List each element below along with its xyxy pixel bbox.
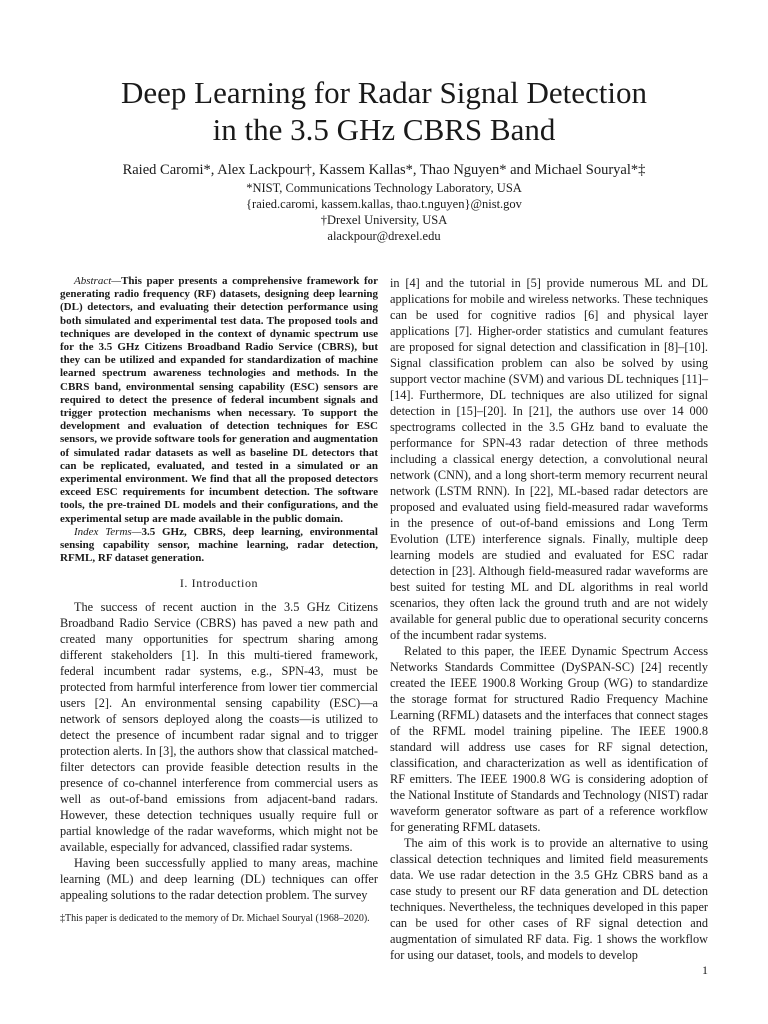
affiliation-nist: *NIST, Communications Technology Laboratory, USA — [246, 181, 522, 195]
title-line-2: in the 3.5 GHz CBRS Band — [212, 112, 556, 147]
right-paragraph-2: Related to this paper, the IEEE Dynamic Spectrum Access Networks Standards Committee (DySPAN-SC) [24] recently created the IEEE 1900.8 Working Group (WG) to standardize the storage format for structured Radio Frequency Machine Learning (RFML) datasets and the interfaces that connect stages of the RFML model training pipeline. The IEEE 1900.8 standard will address use cases for RF signal detection, classification, and characterization as well as identification of RF emitters. The IEEE 1900.8 WG is considering adoption of the National Institute of Standards and Technology (NIST) radar waveform generator software as part of a reference workflow for generating RFML datasets. — [390, 644, 708, 834]
affiliation-drexel: †Drexel University, USA — [320, 213, 448, 227]
author-list: Raied Caromi*, Alex Lackpour†, Kassem Kallas*, Thao Nguyen* and Michael Souryal*‡ — [122, 162, 646, 178]
intro-paragraph-2: Having been successfully applied to many areas, machine learning (ML) and deep learning (DL) techniques can offer appealing solutions to the radar detection problem. The survey — [60, 856, 378, 903]
abstract-lead: Abstract— — [74, 275, 122, 287]
section-heading-introduction: I. Introduction — [179, 576, 259, 591]
right-column — [390, 275, 708, 963]
affiliation-drexel-email: alackpour@drexel.edu — [327, 229, 441, 243]
title-line-1: Deep Learning for Radar Signal Detection — [121, 75, 647, 110]
index-terms — [60, 526, 378, 566]
index-terms-text: 3.5 GHz, CBRS, deep learning, environmental sensing capability sensor, machine learning, radar detection, RFML, RF dataset generation. — [60, 525, 378, 565]
abstract-text: This paper presents a comprehensive framework for generating radio frequency (RF) datasets, designing deep learning (DL) detectors, and evaluating their detection performance using both simulated and experimental test data. The proposed tools and techniques are developed in the context of dynamic spectrum use for the 3.5 GHz Citizens Broadband Radio Service (CBRS), but they can be utilized and expanded for standardization of machine learned spectrum awareness technologies and methods. In the CBRS band, environmental sensing capability (ESC) sensors are required to detect the presence of federal incumbent signals and trigger protection mechanisms when necessary. To support the development and evaluation of detection techniques for ESC sensors, we provide software tools for generation and augmentation of simulated radar datasets as well as baseline DL detectors that can be replicated, evaluated, and tested in a simulated or an experimental environment. We find that all the proposed detectors exceed ESC requirements for incumbent detection. The software tools, the pre-trained DL models and their configurations, and the experimental setup are made available in the public domain. — [60, 275, 378, 525]
index-terms-lead: Index Terms— — [74, 525, 142, 538]
right-paragraph-3: The aim of this work is to provide an alternative to using classical detection techniques and limited field measurements data. We use radar detection in the 3.5 GHz CBRS band as a case study to present our RF data generation and DL detection techniques. Nevertheless, the techniques developed in this paper can be used for other cases of RF signal detection and augmentation of simulated RF data. Fig. 1 shows the workflow for using our dataset, tools, and models to develop — [390, 836, 708, 962]
intro-paragraph-1: The success of recent auction in the 3.5 GHz Citizens Broadband Radio Service (CBRS) has paved a new path and created many opportunities for spectrum sharing among different stakeholders [1]. In this multi-tiered framework, federal incumbent radar systems, e.g., SPN-43, must be protected from harmful interference from lower tier commercial users [2]. An environmental sensing capability (ESC)—a network of sensors deployed along the coasts—is utilized to detect the presence of incumbent radar signal and to trigger protection alerts. In [3], the authors show that classical matched-filter detectors can provide feasible detection results in the presence of co-channel interference from commercial users as well as out-of-band emissions from adjacent-band radars. However, these detection techniques usually require full or partial knowledge of the radar waveforms, which might not be available, especially for advanced, classified radar systems. — [60, 600, 378, 855]
footnote: ‡This paper is dedicated to the memory of Dr. Michael Souryal (1968–2020). — [60, 913, 370, 924]
page-number: 1 — [702, 963, 708, 977]
paper-title — [0, 74, 768, 148]
right-paragraph-1: in [4] and the tutorial in [5] provide numerous ML and DL applications for mobile and wireless networks. These techniques can be used for cognitive radios [6] and physical layer applications [7]. Higher-order statistics and cumulant features are proposed for signal detection and classification in [8]–[10]. Signal classification problem can also be solved by using support vector machine (SVM) and various DL techniques [11]–[14]. Furthermore, DL techniques are also utilized for signal detection in [15]–[20]. In [21], the authors use over 14 000 spectrograms collected in the 3.5 GHz band to evaluate the performance for SPN-43 radar detection of three methods including a classical energy detection, a convolutional neural network (CNN), and a long short-term memory recurrent neural network (LSTM RNN). In [22], ML-based radar detectors are proposed and evaluated using field-measured radar waveforms in the presence of out-of-band emissions and Long Term Evolution (LTE) interference signals. Finally, multiple deep learning models are studied and evaluated for ESC radar detection in [23]. Although field-measured radar waveforms are best suited for testing ML and DL algorithms in real world scenarios, they often lack the ground truth and are not widely available for general public due to operational security concerns of the incumbent radar systems. — [390, 276, 708, 642]
left-column — [60, 275, 378, 903]
abstract — [60, 275, 378, 526]
affiliation-nist-emails: {raied.caromi, kassem.kallas, thao.t.nguyen}@nist.gov — [246, 197, 522, 211]
